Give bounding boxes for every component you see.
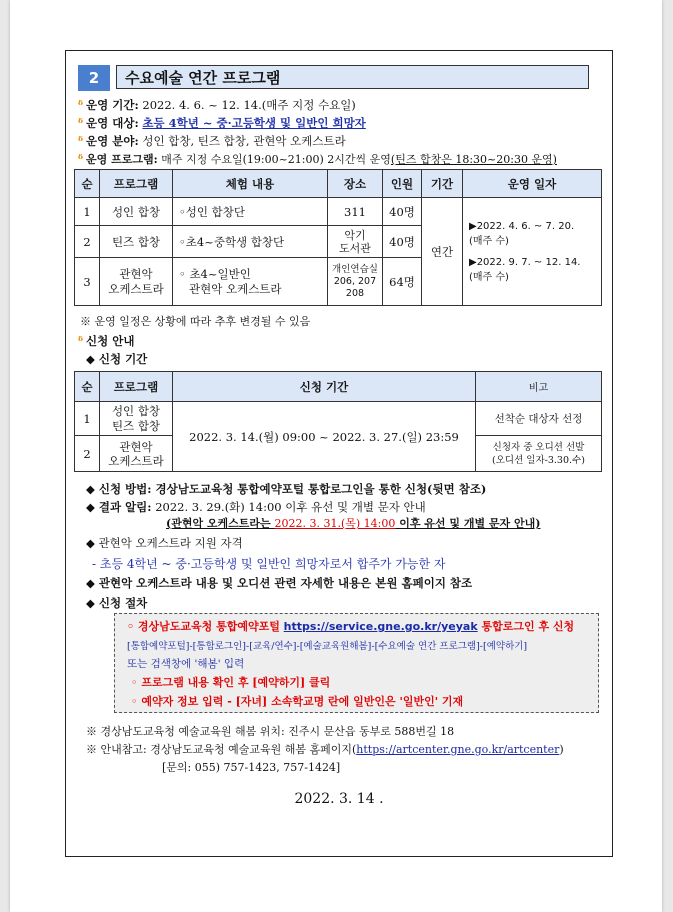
schedule-dates: ▶2022. 4. 6. ~ 7. 20. (매주 수) ▶2022. 9. 7. ~ 12. 14. (매주 수): [463, 198, 602, 306]
info-field: ᵟ 운영 분야: 성인 합창, 틴즈 합창, 관현악 오케스트라: [78, 134, 346, 148]
table-row: 2 틴즈 합창 ◦초4~중학생 합창단 악기 도서관 40명: [75, 226, 602, 258]
leaf-icon: ᵟ: [78, 98, 84, 112]
procedure-heading: ◆ 신청 절차: [86, 596, 148, 610]
orchestra-more: ◆ 관현악 오케스트라 내용 및 오디션 관련 자세한 내용은 본원 홈페이지 참조: [86, 576, 473, 590]
apply-method: ◆ 신청 방법: 경상남도교육청 통합예약포털 통합로그인을 통한 신청(뒷면 참조): [86, 482, 487, 496]
info-program: ᵟ 운영 프로그램: 매주 지정 수요일(19:00~21:00) 2시간씩 운영(틴즈 합창은 18:30~20:30 운영): [78, 152, 557, 166]
procedure-step-2: ◦ 프로그램 내용 확인 후 [예약하기] 클릭: [131, 676, 331, 689]
table-header-row: 순 프로그램 체험 내용 장소 인원 기간 운영 일자: [75, 170, 602, 198]
schedule-note: ※ 운영 일정은 상황에 따라 추후 변경될 수 있음: [80, 315, 311, 328]
program-table: [74, 169, 602, 306]
info-target: ᵟ 운영 대상: 초등 4학년 ~ 중·고등학생 및 일반인 희망자: [78, 116, 366, 130]
procedure-search: 또는 검색창에 '해봄' 입력: [127, 658, 245, 670]
procedure-step-1: ◦ 경상남도교육청 통합예약포털 https://service.gne.go.kr/yeyak 통합로그인 후 신청: [127, 620, 575, 633]
table-row: 3 관현악 오케스트라 ◦ 초4~일반인 관현악 오케스트라 개인연습실 206, 207 208 64명: [75, 258, 602, 306]
apply-table: [74, 371, 602, 472]
section-title: 수요예술 연간 프로그램: [116, 65, 589, 89]
apply-guide: ᵟ 신청 안내: [78, 334, 135, 348]
table-row: 1 성인 합창 틴즈 합창 2022. 3. 14.(월) 09:00 ~ 2022. 3. 27.(일) 23:59 선착순 대상자 선정: [75, 402, 602, 436]
table-header-row: 순 프로그램 신청 기간 비고: [75, 372, 602, 402]
contact-info: [문의: 055) 757-1423, 757-1424]: [162, 761, 341, 774]
leaf-icon: ᵟ: [78, 134, 84, 148]
orchestra-heading: ◆ 관현악 오케스트라 지원 자격: [86, 536, 243, 550]
orchestra-detail: - 초등 4학년 ~ 중·고등학생 및 일반인 희망자로서 합주가 가능한 자: [92, 557, 446, 571]
leaf-icon: ᵟ: [78, 334, 84, 348]
homepage-info: ※ 안내참고: 경상남도교육청 예술교육원 해봄 홈페이지(https://artcenter.gne.go.kr/artcenter): [86, 743, 564, 756]
procedure-path: [통합예약포털]-[통합로그인]-[교육/연수]-[예술교육원해봄]-[수요예술 연간 프로그램]-[예약하기]: [127, 641, 528, 652]
result-notice: ◆ 결과 알림: 2022. 3. 29.(화) 14:00 이후 유선 및 개별 문자 안내: [86, 500, 426, 514]
location-info: ※ 경상남도교육청 예술교육원 해봄 위치: 진주시 문산읍 동부로 588번길 18: [86, 725, 455, 738]
result-notice-orchestra: (관현악 오케스트라는 2022. 3. 31.(목) 14:00 이후 유선 및 개별 문자 안내): [166, 517, 541, 530]
table-row: 1 성인 합창 ◦성인 합창단 311 40명 연간 ▶2022. 4. 6. ~ 7. 20. (매주 수) ▶2022. 9. 7. ~ 12. 14. (매주 수): [75, 198, 602, 226]
apply-period-heading: ◆ 신청 기간: [86, 352, 148, 366]
info-period: ᵟ 운영 기간: 2022. 4. 6. ~ 12. 14.(매주 지정 수요일): [78, 98, 356, 112]
homepage-link[interactable]: https://artcenter.gne.go.kr/artcenter: [356, 743, 560, 756]
leaf-icon: ᵟ: [78, 116, 84, 130]
section-number: 2: [78, 65, 110, 91]
document-frame: [65, 50, 613, 857]
procedure-step-3: ◦ 예약자 정보 입력 - [자녀] 소속학교명 란에 일반인은 '일반인' 기재: [131, 695, 464, 708]
document-date: 2022. 3. 14 .: [294, 791, 384, 807]
portal-link[interactable]: https://service.gne.go.kr/yeyak: [283, 620, 478, 633]
procedure-box: [114, 613, 599, 713]
table-row: 2 관현악 오케스트라 신청자 중 오디션 선발 (오디션 일자-3.30.수): [75, 436, 602, 472]
section-header: [78, 65, 595, 91]
document-page: [10, 0, 662, 912]
leaf-icon: ᵟ: [78, 152, 84, 166]
